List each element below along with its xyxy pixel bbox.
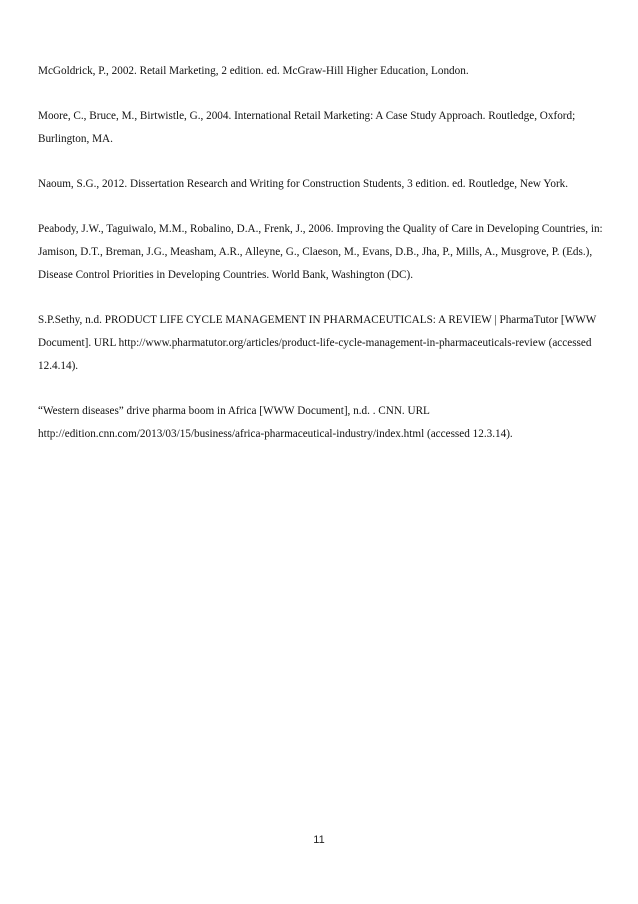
reference-entry: Naoum, S.G., 2012. Dissertation Research and Writing for Construction Students, 3 edition. ed. Routledge, New York. xyxy=(38,178,569,190)
reference-entry: Moore, C., Bruce, M., Birtwistle, G., 2004. International Retail Marketing: A Case Study Approach. Routledge, Oxford; Burlington, MA. xyxy=(38,110,576,145)
reference-entry: McGoldrick, P., 2002. Retail Marketing, 2 edition. ed. McGraw-Hill Higher Education, London. xyxy=(38,65,469,77)
reference-entry: S.P.Sethy, n.d. PRODUCT LIFE CYCLE MANAGEMENT IN PHARMACEUTICALS: A REVIEW | PharmaTutor [WWW Document]. URL http://www.pharmatutor.org/articles/product-life-cycle-management-in-pharmaceuticals-review (accessed 12.4.14). xyxy=(38,314,597,372)
reference-list xyxy=(38,60,603,468)
page-number: 11 xyxy=(313,834,325,846)
reference-entry: “Western diseases” drive pharma boom in Africa [WWW Document], n.d. . CNN. URL http://edition.cnn.com/2013/03/15/business/africa-pharmaceutical-industry/index.html (accessed 12.3.14). xyxy=(38,405,513,440)
reference-entry: Peabody, J.W., Taguiwalo, M.M., Robalino, D.A., Frenk, J., 2006. Improving the Quality of Care in Developing Countries, in: Jamison, D.T., Breman, J.G., Measham, A.R., Alleyne, G., Claeson, M., Evans, D.B., Jha, P., Mills, A., Musgrove, P. (Eds.), Disease Control Priorities in Developing Countries. World Bank, Washington (DC). xyxy=(38,223,603,281)
